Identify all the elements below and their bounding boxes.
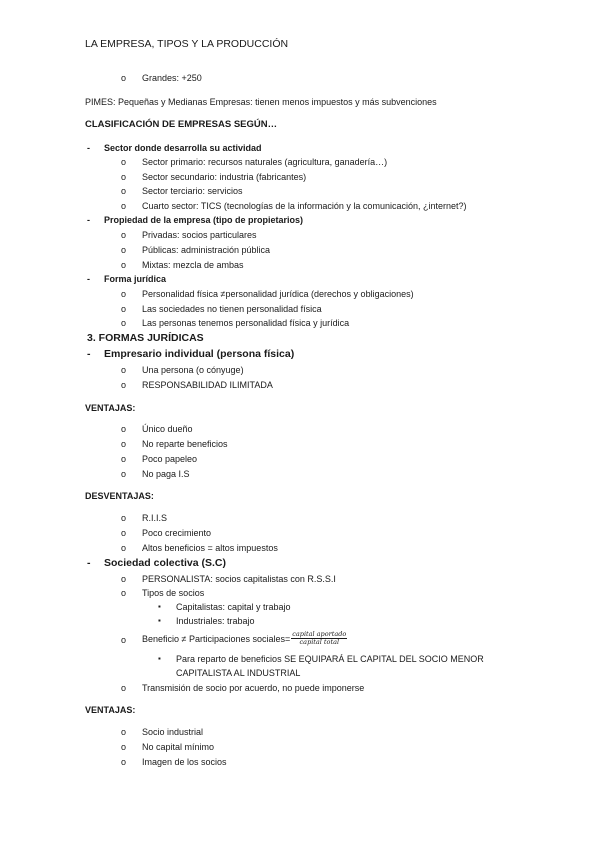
desventaja-item: R.I.I.S bbox=[142, 513, 168, 523]
ventaja-item: No capital mínimo bbox=[142, 742, 215, 752]
bullet-square: ▪ bbox=[158, 602, 161, 611]
bullet-circle: o bbox=[121, 588, 127, 598]
beneficio-text: Beneficio ≠ Participaciones sociales= bbox=[142, 634, 291, 644]
bullet-circle: o bbox=[121, 683, 127, 693]
tipo-socio-item: Capitalistas: capital y trabajo bbox=[176, 602, 291, 612]
pimes-text: PIMES: Pequeñas y Medianas Empresas: tienen menos impuestos y más subvenciones bbox=[85, 97, 437, 107]
clasificacion-heading: CLASIFICACIÓN DE EMPRESAS SEGÚN… bbox=[85, 119, 278, 130]
beneficio-formula bbox=[142, 631, 347, 648]
bullet-circle: o bbox=[121, 635, 127, 645]
bullet-circle: o bbox=[121, 380, 127, 390]
bullet-circle: o bbox=[121, 318, 127, 328]
bullet-circle: o bbox=[121, 454, 127, 464]
propiedad-item: Mixtas: mezcla de ambas bbox=[142, 260, 244, 270]
transmision-text: Transmisión de socio por acuerdo, no puede imponerse bbox=[142, 683, 365, 693]
bullet-dash: - bbox=[87, 274, 90, 284]
bullet-circle: o bbox=[121, 304, 127, 314]
fraction bbox=[291, 631, 347, 646]
ventaja-item: No reparte beneficios bbox=[142, 439, 228, 449]
propiedad-item: Públicas: administración pública bbox=[142, 245, 271, 255]
bullet-dash: - bbox=[87, 143, 90, 153]
bullet-circle: o bbox=[121, 365, 127, 375]
fraction-numerator: capital aportado bbox=[292, 630, 347, 639]
bullet-dash: - bbox=[87, 215, 90, 225]
tipo-socio-item: Industriales: trabajo bbox=[176, 616, 255, 626]
bullet-circle: o bbox=[121, 574, 127, 584]
forma-item: Las sociedades no tienen personalidad física bbox=[142, 304, 322, 314]
sector-item: Sector secundario: industria (fabricantes) bbox=[142, 172, 307, 182]
bullet-circle: o bbox=[121, 201, 127, 211]
ventajas-label: VENTAJAS: bbox=[85, 403, 136, 413]
bullet-circle: o bbox=[121, 469, 127, 479]
bullet-square: ▪ bbox=[158, 654, 161, 663]
bullet-circle: o bbox=[121, 73, 127, 83]
reparto-text-line2: CAPITALISTA AL INDUSTRIAL bbox=[176, 668, 301, 678]
bullet-circle: o bbox=[121, 260, 127, 270]
grandes-text: Grandes: +250 bbox=[142, 73, 202, 83]
bullet-circle: o bbox=[121, 157, 127, 167]
empresario-item: RESPONSABILIDAD ILIMITADA bbox=[142, 380, 273, 390]
forma-item: Las personas tenemos personalidad física y jurídica bbox=[142, 318, 350, 328]
bullet-circle: o bbox=[121, 513, 127, 523]
tipos-socios-text: Tipos de socios bbox=[142, 588, 205, 598]
empresario-label: Empresario individual (persona física) bbox=[104, 348, 295, 360]
sector-item: Sector primario: recursos naturales (agricultura, ganadería…) bbox=[142, 157, 388, 167]
bullet-dash: - bbox=[87, 348, 91, 360]
bullet-circle: o bbox=[121, 245, 127, 255]
colectiva-label: Sociedad colectiva (S.C) bbox=[104, 557, 226, 569]
bullet-circle: o bbox=[121, 757, 127, 767]
page-title: LA EMPRESA, TIPOS Y LA PRODUCCIÓN bbox=[85, 38, 289, 50]
bullet-circle: o bbox=[121, 424, 127, 434]
bullet-dash: - bbox=[87, 557, 91, 569]
sector-item: Sector terciario: servicios bbox=[142, 186, 243, 196]
ventaja-item: No paga I.S bbox=[142, 469, 190, 479]
propiedad-item: Privadas: socios particulares bbox=[142, 230, 257, 240]
bullet-circle: o bbox=[121, 543, 127, 553]
sector-label: Sector donde desarrolla su actividad bbox=[104, 143, 262, 153]
ventajas-label: VENTAJAS: bbox=[85, 705, 136, 715]
desventaja-item: Poco crecimiento bbox=[142, 528, 212, 538]
empresario-item: Una persona (o cónyuge) bbox=[142, 365, 244, 375]
bullet-square: ▪ bbox=[158, 616, 161, 625]
bullet-circle: o bbox=[121, 742, 127, 752]
bullet-circle: o bbox=[121, 528, 127, 538]
ventaja-item: Socio industrial bbox=[142, 727, 204, 737]
ventaja-item: Único dueño bbox=[142, 424, 193, 434]
bullet-circle: o bbox=[121, 230, 127, 240]
forma-item: Personalidad física ≠personalidad jurídica (derechos y obligaciones) bbox=[142, 289, 414, 299]
bullet-circle: o bbox=[121, 439, 127, 449]
propiedad-label: Propiedad de la empresa (tipo de propietarios) bbox=[104, 215, 304, 225]
reparto-text-line1: Para reparto de beneficios SE EQUIPARÁ EL CAPITAL DEL SOCIO MENOR bbox=[176, 654, 484, 664]
fraction-denominator: capital total bbox=[299, 638, 340, 647]
personalista-text: PERSONALISTA: socios capitalistas con R.S.S.I bbox=[142, 574, 336, 584]
formas-heading: 3. FORMAS JURÍDICAS bbox=[87, 332, 204, 344]
bullet-circle: o bbox=[121, 289, 127, 299]
bullet-circle: o bbox=[121, 186, 127, 196]
forma-label: Forma jurídica bbox=[104, 274, 167, 284]
desventajas-label: DESVENTAJAS: bbox=[85, 491, 154, 501]
bullet-circle: o bbox=[121, 727, 127, 737]
ventaja-item: Imagen de los socios bbox=[142, 757, 227, 767]
desventaja-item: Altos beneficios = altos impuestos bbox=[142, 543, 278, 553]
sector-item: Cuarto sector: TICS (tecnologías de la información y la comunicación, ¿internet?) bbox=[142, 201, 467, 211]
bullet-circle: o bbox=[121, 172, 127, 182]
ventaja-item: Poco papeleo bbox=[142, 454, 198, 464]
